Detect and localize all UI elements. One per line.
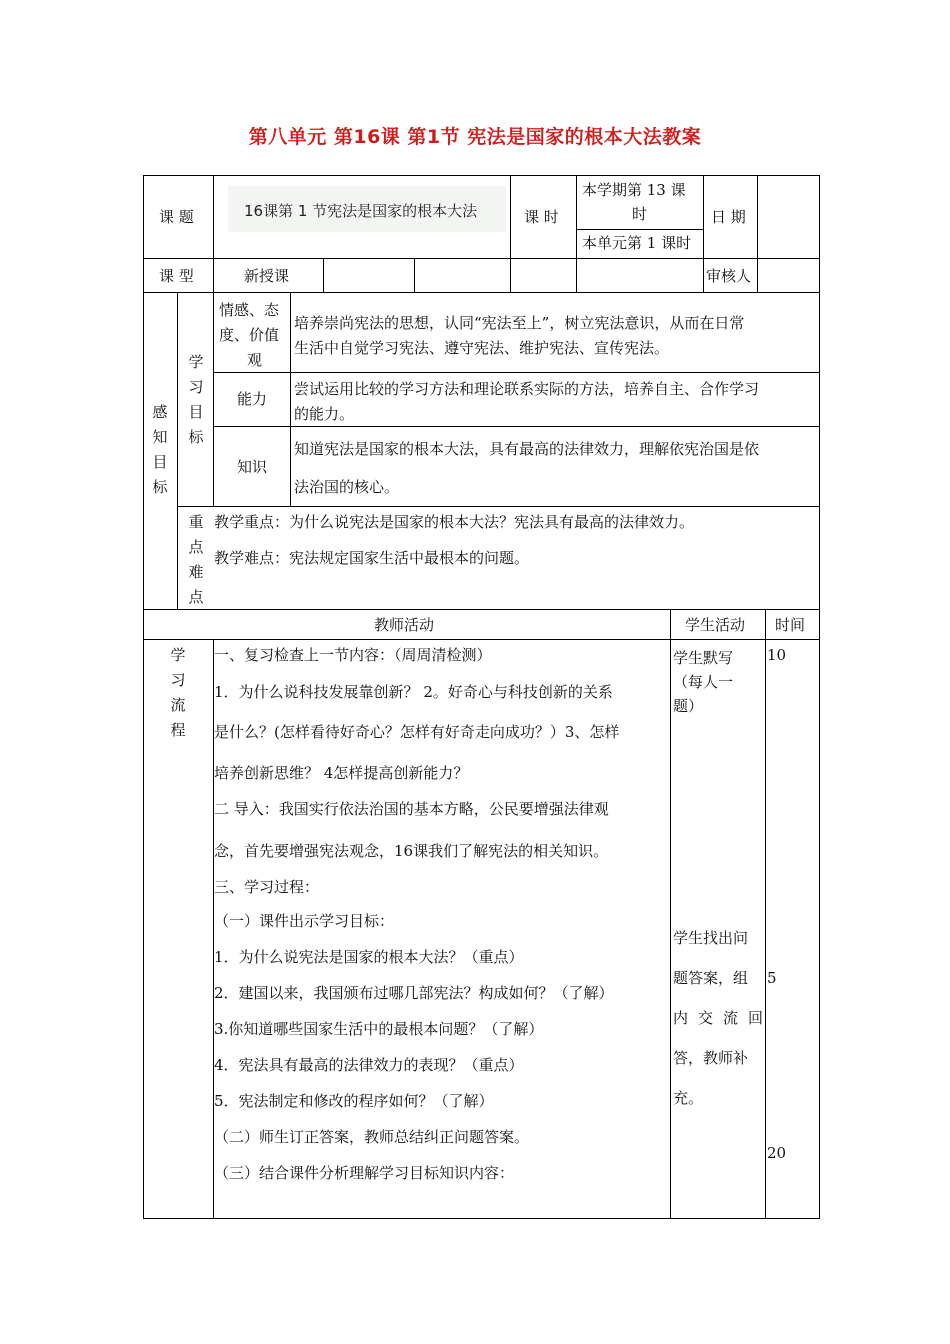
reviewer-label: 审核人 — [706, 267, 752, 285]
teacher-line: 三、学习过程： — [214, 878, 320, 896]
teacher-line: 念，首先要增强宪法观念，16课我们了解宪法的相关知识。 — [214, 842, 609, 860]
teacher-line: 一、复习检查上一节内容：（周周清检测） — [214, 646, 492, 664]
student-activity-recite: 学生默写 （每人一 题） — [673, 649, 734, 715]
key-difficult-label: 重 点 难 点 — [188, 513, 204, 606]
ability-label: 能力 — [237, 390, 268, 408]
difficult-point: 教学难点：宪法规定国家生活中最根本的问题。 — [214, 549, 530, 567]
emotion-text: 培养崇尚宪法的思想，认同“宪法至上”，树立宪法意识，从而在日常 生活中自觉学习宪法、遵守宪法、维护宪法、宣传宪法。 — [294, 314, 745, 357]
period-line1: 本学期第 13 课 — [582, 181, 686, 199]
time-value: 20 — [767, 1144, 787, 1162]
emotion-label: 情感、态 度、价值 观 — [219, 301, 280, 369]
col-student-activity: 学生活动 — [685, 616, 746, 634]
teacher-line: 2．建国以来，我国颁布过哪几部宪法？构成如何？（了解） — [214, 984, 614, 1002]
student-activity-discuss: 学生找出问 题答案，组 内交流回 答，教师补 充。 — [673, 929, 774, 1107]
teacher-line: 5．宪法制定和修改的程序如何？（了解） — [214, 1092, 494, 1110]
learning-goal-label: 学 习 目 标 — [188, 353, 204, 446]
teacher-line: 是什么？(怎样看待好奇心？怎样有好奇走向成功？）3、怎样 — [214, 723, 620, 741]
col-time: 时间 — [775, 616, 806, 634]
type-value: 新授课 — [244, 267, 290, 285]
time-value: 10 — [767, 646, 787, 664]
teacher-line: （三）结合课件分析理解学习目标知识内容： — [214, 1164, 515, 1182]
topic-value: 16课第 1 节宪法是国家的根本大法 — [244, 202, 478, 220]
perception-goal-label: 感 知 目 标 — [152, 403, 168, 496]
teacher-line: 1．为什么说宪法是国家的根本大法？（重点） — [214, 948, 524, 966]
period-line2: 时 — [632, 205, 648, 223]
knowledge-label: 知识 — [237, 458, 268, 476]
document-title: 第八单元 第16课 第1节 宪法是国家的根本大法教案 — [248, 126, 702, 148]
topic-label: 课 题 — [159, 208, 194, 226]
teacher-line: （二）师生订正答案，教师总结纠正问题答案。 — [214, 1128, 530, 1146]
teacher-line: 二 导入：我国实行依法治国的基本方略，公民要增强法律观 — [214, 800, 609, 818]
ability-text: 尝试运用比较的学习方法和理论联系实际的方法，培养自主、合作学习 的能力。 — [294, 380, 760, 423]
type-label: 课 型 — [159, 267, 194, 285]
unit-period: 本单元第 1 课时 — [582, 234, 692, 252]
knowledge-text: 知道宪法是国家的根本大法，具有最高的法律效力，理解依宪治国是依 法治国的核心。 — [294, 440, 760, 496]
topic-image — [228, 186, 506, 232]
date-label: 日 期 — [711, 208, 746, 226]
col-teacher-activity: 教师活动 — [374, 616, 435, 634]
teacher-line: （一）课件出示学习目标： — [214, 912, 395, 930]
teacher-line: 3.你知道哪些国家生活中的最根本问题？（了解） — [214, 1020, 544, 1038]
teacher-line: 1．为什么说科技发展靠创新？ 2。好奇心与科技创新的关系 — [214, 683, 613, 701]
time-value: 5 — [767, 969, 777, 987]
process-label: 学 习 流 程 — [170, 646, 186, 739]
teacher-line: 培养创新思维？ 4怎样提高创新能力？ — [214, 764, 469, 782]
teacher-line: 4．宪法具有最高的法律效力的表现？（重点） — [214, 1056, 524, 1074]
key-point: 教学重点：为什么说宪法是国家的根本大法？宪法具有最高的法律效力。 — [214, 513, 695, 531]
period-label: 课 时 — [524, 208, 559, 226]
